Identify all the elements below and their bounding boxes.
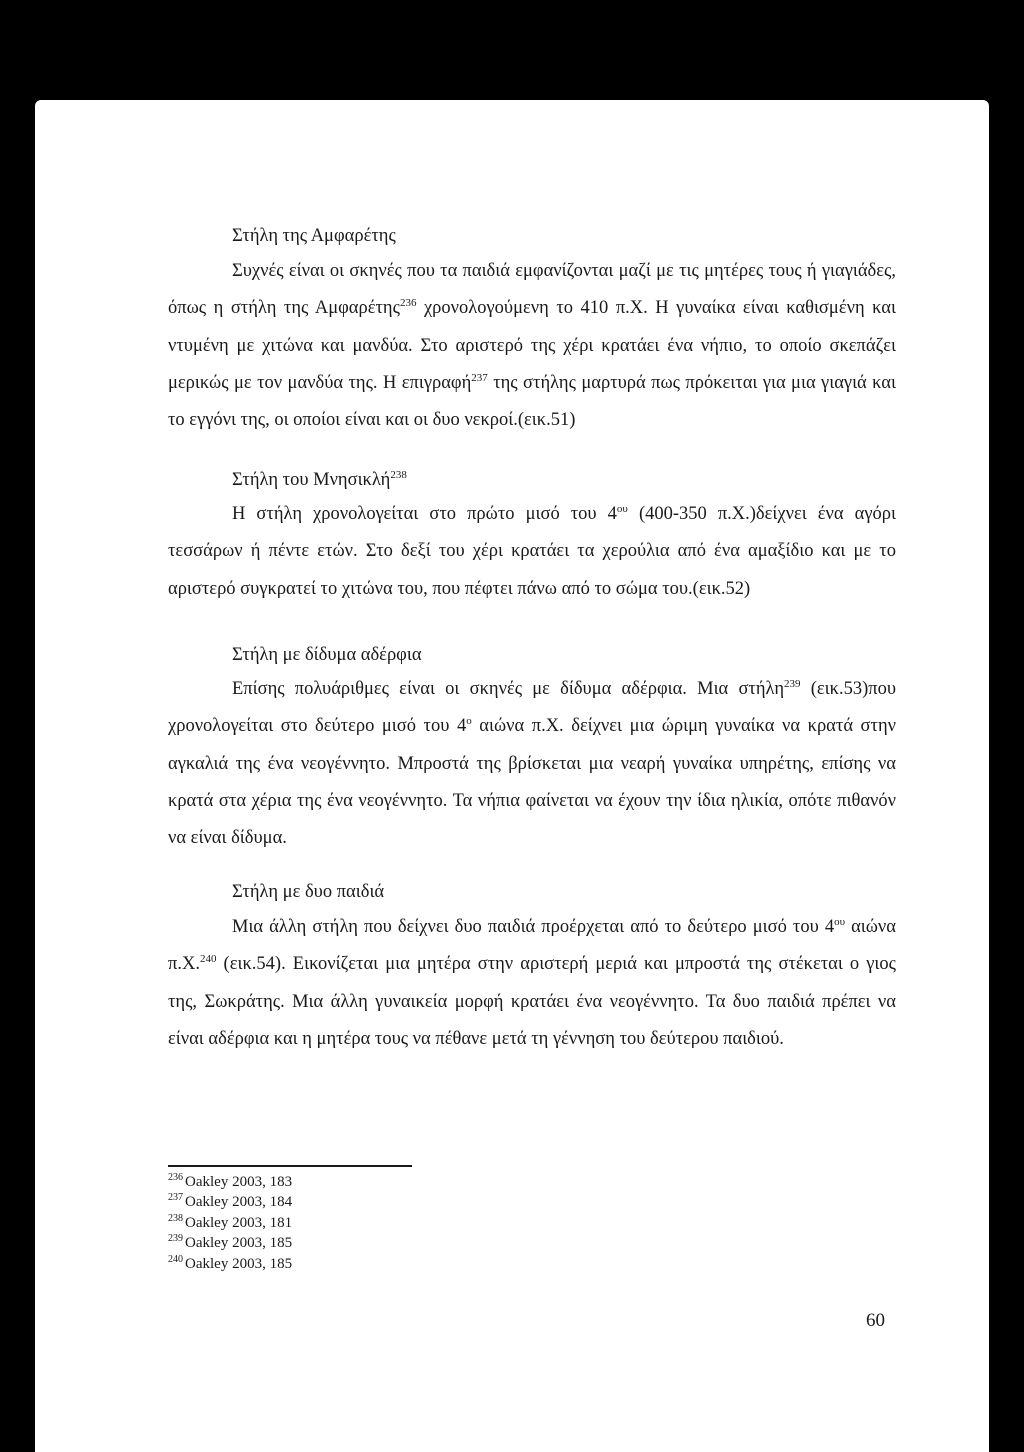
- paragraph-text: Μια άλλη στήλη που δείχνει δυο παιδιά προέρχεται από το δεύτερο μισό του 4: [232, 917, 835, 937]
- paragraph-text: αιώνα π.Χ.: [168, 917, 896, 975]
- section-heading-twins: Στήλη με δίδυμα αδέρφια: [232, 645, 422, 665]
- footnotes-list: [168, 1172, 292, 1274]
- section-heading-two-children: Στήλη με δυο παιδιά: [232, 882, 385, 902]
- footnote-item: $^{239}$ Oakley 2003, 185: [168, 1233, 293, 1252]
- section-paragraph-two-children: [168, 909, 896, 1058]
- footnote-reference: ου: [834, 915, 846, 928]
- footnote-reference: ο: [466, 715, 472, 728]
- section-paragraph-twins: [168, 671, 896, 857]
- footnote-item: $^{236}$ Oakley 2003, 183: [168, 1172, 293, 1190]
- footnote-item: $^{240}$ Oakley 2003, 185: [168, 1253, 293, 1272]
- paragraph-text: (εικ.53)που χρονολογείται στο δεύτερο μισό του 4: [168, 679, 897, 737]
- footnote-reference: ου: [616, 502, 628, 515]
- paragraph-text: της στήλης μαρτυρά πως πρόκειται για μια γιαγιά και το εγγόνι της, οι οποίοι είναι και οι δυο νεκροί.(εικ.51): [168, 372, 896, 431]
- footnote-item: $^{238}$ Oakley 2003, 181: [168, 1212, 293, 1231]
- paragraph-text: Επίσης πολυάριθμες είναι οι σκηνές με δίδυμα αδέρφια. Μια στήλη: [232, 679, 785, 699]
- footnote-item: $^{237}$ Oakley 2003, 184: [168, 1192, 293, 1211]
- section-paragraph-mnisikli: [168, 496, 896, 608]
- paragraph-text: Η στήλη χρονολογείται στο πρώτο μισό του 4: [232, 504, 617, 524]
- footnote-reference: 239: [784, 677, 801, 690]
- footnote-separator: [168, 1165, 412, 1167]
- footnote-reference: 237: [471, 371, 488, 384]
- page-number: 60: [866, 1310, 885, 1331]
- paragraph-text: (400-350 π.Χ.)δείχνει ένα αγόρι τεσσάρων ή πέντε ετών. Στο δεξί του χέρι κρατάει τα χερούλια από ένα αμαξίδιο και με το αριστερό συγκρατεί το χιτώνα του, που πέφτει πάνω από το σώμα του.(εικ.52): [168, 504, 897, 599]
- footnote-reference: 236: [399, 297, 417, 310]
- paragraph-text: (εικ.54). Εικονίζεται μια μητέρα στην αριστερή μεριά και μπροστά της στέκεται ο γιος της, Σωκράτης. Μια άλλη γυναικεία μορφή κρατάει ένα νεογέννητο. Τα δυο παιδιά πρέπει να είναι αδέρφια και η μητέρα τους να πέθανε μετά τη γέννηση του δεύτερου παιδιού.: [168, 954, 896, 1049]
- paragraph-text: Συχνές είναι οι σκηνές που τα παιδιά εμφανίζονται μαζί με τις μητέρες τους ή γιαγιάδες, όπως η στήλη της Αμφαρέτης: [168, 261, 896, 319]
- paragraph-text: χρονολογούμενη το 410 π.Χ. Η γυναίκα είναι καθισμένη και ντυμένη με χιτώνα και μανδύα. Στο αριστερό της χέρι κρατάει ένα νήπιο, το οποίο σκεπάζει μερικώς με τον μανδύα της. Η επιγραφή: [168, 298, 896, 393]
- section-paragraph-amfaretis: [168, 253, 896, 439]
- paragraph-text: αιώνα π.Χ. δείχνει μια ώριμη γυναίκα να κρατά στην αγκαλιά της ένα νεογέννητο. Μπροστά της βρίσκεται μια νεαρή γυναίκα υπηρέτης, επίσης να κρατά στα χέρια της ένα νεογέννητο. Τα νήπια φαίνεται να έχουν την ίδια ηλικία, οπότε πιθανόν να είναι δίδυμα.: [168, 716, 897, 849]
- section-heading-mnisikli: Στήλη του Μνησικλή$^{238}$: [232, 468, 407, 490]
- section-heading-amfaretis: Στήλη της Αμφαρέτης: [232, 226, 396, 246]
- footnote-reference: 240: [199, 953, 217, 966]
